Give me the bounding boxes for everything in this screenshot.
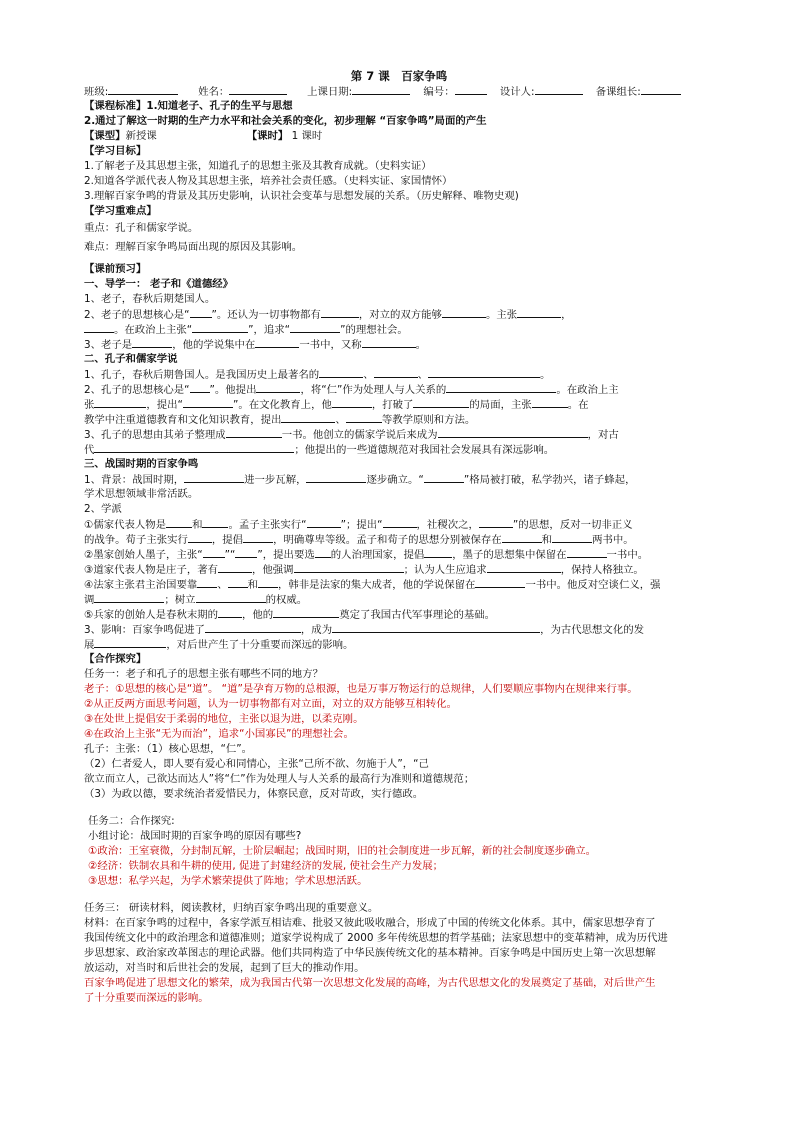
standard-line-1 (84, 99, 714, 114)
answer-blank (196, 592, 266, 603)
s3-line-9 (84, 592, 714, 607)
s3-line-2: 学术思想领域非常活跃。 (84, 488, 199, 500)
s3-text: 两书中。 (592, 534, 634, 546)
answer-blank (166, 517, 192, 528)
s2-line-4 (84, 412, 714, 427)
task1-laozi-1 (84, 682, 714, 697)
header-info (84, 84, 714, 99)
name-blank (229, 84, 287, 95)
standard-item-1: 1.知道老子、孔子的生平与思想 (146, 100, 293, 112)
s3-text: ，对后世产生了十分重要而深远的影响。 (166, 639, 354, 651)
task3-material-2: 我国传统文化中的政治理念和道德准则；道家学说构成了 2000 多年传统思想的哲学基础；法家思想中的变革精神，成为历代进 (84, 932, 668, 944)
code-label: 编号： (423, 86, 455, 98)
s3-text: ，社稷次之， (416, 519, 479, 531)
s3-text: ”格局被打破，私学勃兴，诸子蜂起， (463, 474, 636, 486)
goal-2: 2.知道各学派代表人物及其思想主张，培养社会责任感。（史料实证、家国情怀） (84, 175, 453, 187)
answer-blank (94, 592, 164, 603)
page-title: 第 7 课 百家争鸣 (350, 69, 448, 83)
answer-blank (319, 367, 363, 378)
s3-line-10 (84, 607, 714, 622)
answer-blank (442, 307, 486, 318)
answer-blank (315, 547, 331, 558)
s3-text: ，提倡 (211, 534, 244, 546)
s3-text: ①儒家代表人物是 (84, 519, 167, 531)
designer-label: 设计人: (499, 86, 535, 98)
answer-blank (428, 367, 540, 378)
answer-blank (346, 412, 382, 423)
s3-text: 逐步确立。“ (366, 474, 424, 486)
date-blank (352, 84, 410, 95)
s1-text: ，对立的双方能够 (358, 309, 442, 321)
task1-kongzi-2: （2）仁者爱人，即人要有爱心和同情心，主张“己所不欲、勿施于人”，“己 (84, 758, 429, 770)
s1-text: ”。还认为一切事物都有 (211, 309, 321, 321)
task1-kongzi-4: （3）为政以德，要求统治者爱惜民力，体察民意，反对苛政，实行德政。 (84, 788, 424, 800)
answer-blank (281, 412, 335, 423)
s1-line-3 (84, 322, 714, 337)
s3-text: ，他强调 (252, 564, 294, 576)
s1-line-2: 2、老子的思想核心是“ ”。还认为一切事物都有 ，对立的双方能够 。主张 ， (84, 309, 572, 321)
s3-line-3: 2、学派 (84, 503, 122, 515)
s2-text: 等教学原则和方法。 (381, 414, 476, 426)
answer-blank (94, 397, 146, 408)
s3-text: ⑤兵家的创始人是春秋末期的 (84, 609, 219, 621)
class-blank (108, 84, 178, 95)
answer-blank (532, 397, 568, 408)
s3-text: 。孟子主张实行“ (228, 519, 307, 531)
goals-heading: 【学习目标】 (84, 145, 147, 157)
course-hours-value: 1 课时 (291, 130, 323, 142)
task2-sub: 小组讨论：战国时期的百家争鸣的原因有哪些? (88, 830, 302, 842)
s3-text: 一书中。他反对空谈仁义，强 (525, 579, 661, 591)
s3-text: ，明确尊卑等级。孟子和荀子的思想分别被保存在 (273, 534, 502, 546)
task3-answer-2: 了十分重要而深远的影响。 (84, 992, 209, 1004)
answer-blank (307, 517, 341, 528)
s2-text: ，提出“ (146, 399, 183, 411)
task1-laozi-3: ③在处世上提倡安于柔弱的地位，主张以退为进，以柔克刚。 (84, 713, 364, 725)
task2-answer-2: ②经济：铁制农具和牛耕的使用, 促进了封建经济的发展, 使社会生产力发展； (88, 860, 444, 872)
answer-blank (190, 307, 212, 318)
leader-label: 备课组长: (595, 86, 641, 98)
answer-blank (290, 322, 340, 333)
s2-text: 的局面，主张 (469, 399, 532, 411)
s3-text: ，他的 (242, 609, 274, 621)
answer-blank (132, 337, 172, 348)
s3-text: 的人治理国家，提倡 (330, 549, 425, 561)
preview-section-2-heading: 二、孔子和儒家学说 (84, 353, 178, 365)
answer-blank (184, 472, 244, 483)
course-hours-label: 【课时】 (246, 130, 289, 142)
difficult-point: 难点：理解百家争鸣局面出现的原因及其影响。 (84, 241, 303, 253)
answer-blank (321, 307, 359, 318)
task2-question: 任务二：合作探究: (88, 815, 175, 827)
s3-text: ，墨子的思想集中保留在 (452, 549, 567, 561)
date-label: 上课日期: (307, 86, 353, 98)
s3-text: 的战争。荀子主张实行 (84, 534, 188, 546)
s3-text: ，韩非是法家的集大成者，他的学说保留在 (278, 579, 476, 591)
answer-blank (190, 382, 210, 393)
s1-text: ”，追求“ (248, 324, 291, 336)
s1-text: ”的理想社会。 (340, 324, 408, 336)
keypoints-heading: 【学习重难点】 (84, 205, 157, 217)
s3-line-5 (84, 532, 714, 547)
answer-blank (94, 637, 166, 648)
s3-text: 进一步瓦解， (244, 474, 307, 486)
s3-text: ；认为人生应追求 (403, 564, 487, 576)
answer-blank (424, 472, 464, 483)
s3-line-1 (84, 472, 714, 487)
s2-text: ，对古 (587, 429, 619, 441)
s3-text: ”，提出要选 (257, 549, 315, 561)
answer-blank (383, 517, 417, 528)
s2-text: 教学中注重道德教育和文化知识教育，提出 (84, 414, 282, 426)
answer-blank (243, 532, 273, 543)
s1-text: 。主张 (485, 309, 518, 321)
s3-line-7 (84, 562, 714, 577)
answer-blank (258, 577, 278, 588)
answer-blank (228, 577, 248, 588)
answer-blank (487, 562, 561, 573)
answer-blank (424, 547, 452, 558)
leader-blank (641, 84, 681, 95)
task2-answer-1: ①政治：王室衰微，分封制瓦解，士阶层崛起；战国时期，旧的社会制度进一步瓦解，新的社会制度逐步确立。 (88, 845, 597, 857)
s2-text: ”。在文化教育上，他 (232, 399, 332, 411)
s3-text: ，成为 (300, 624, 333, 636)
s2-line-6 (84, 442, 714, 457)
answer-blank (413, 397, 469, 408)
task1-laozi-2: ②从正反两方面思考问题，认为一切事物都有对立面，对立的双方能够互相转化。 (84, 698, 457, 710)
s3-text: 和 (541, 534, 553, 546)
answer-blank (183, 397, 233, 408)
s3-text: 一书中。 (606, 549, 649, 561)
answer-blank (94, 442, 294, 453)
s2-text: 张 (84, 399, 95, 411)
s2-line-5 (84, 427, 714, 442)
task3-material-3: 步思想家、政治家改革图志的理论武器。他们共同构造了中华民族传统文化的基本精神。百家争鸣是中国历史上第一次思想解 (84, 947, 656, 959)
s1-text: 2、老子的思想核心是“ (84, 309, 190, 321)
s3-line-4 (84, 517, 714, 532)
task1-kongzi-3: 欲立而立人，己欲达而达人”将“仁”作为处理人与人关系的最高行为准则和道德规范； (84, 773, 475, 785)
s2-text: 。在政治上主 (556, 384, 619, 396)
answer-blank (552, 532, 592, 543)
s3-text: 和 (192, 519, 203, 531)
s2-line-2 (84, 382, 714, 397)
s3-text: ②墨家创始人墨子，主张“ (84, 549, 203, 561)
s3-text: ③道家代表人物是庄子，著有 (84, 564, 219, 576)
s1-line-1: 1、老子，春秋后期楚国人。 (84, 293, 216, 305)
answer-blank (197, 577, 217, 588)
answer-blank (438, 427, 588, 438)
course-info (84, 129, 714, 144)
s3-text: ④法家主张君主治国要靠 (84, 579, 198, 591)
s3-text: 和 (247, 579, 259, 591)
task3-question: 任务三： 研读材料，阅读教材，归纳百家争鸣出现的重要意义。 (84, 902, 379, 914)
answer-blank (306, 472, 366, 483)
answer-blank (502, 532, 542, 543)
answer-blank (235, 547, 257, 558)
s2-line-3 (84, 397, 714, 412)
laozi-label: 老子： (84, 683, 116, 695)
goal-1: 1.了解老子及其思想主张，知道孔子的思想主张及其教育成就。（史料实证） (84, 160, 432, 172)
answer-blank (332, 397, 372, 408)
task3-answer-1: 百家争鸣促进了思想文化的繁荣，成为我国古代第一次思想文化发展的高峰，为古代思想文化的发展奠定了基础，对后世产生 (84, 977, 656, 989)
code-blank (455, 84, 487, 95)
answer-blank (517, 307, 561, 318)
s3-text: ”；提出“ (340, 519, 383, 531)
preview-heading: 【课前预习】 (84, 263, 147, 275)
answer-blank (188, 532, 212, 543)
course-type-value: 新授课 (125, 130, 157, 142)
answer-blank (294, 562, 404, 573)
answer-blank (446, 382, 556, 393)
s2-text: 代 (84, 444, 95, 456)
answer-blank (475, 577, 525, 588)
preview-section-3-heading: 三、战国时期的百家争鸣 (84, 458, 199, 470)
s1-text: 。在政治上主张“ (114, 324, 193, 336)
s2-text: 。在 (567, 399, 589, 411)
laozi-point-1: ①思想的核心是“道”。 “道”是孕育万物的总根源，也是万事万物运行的总规律，人们要顺应事物内在规律来行事。 (115, 683, 638, 695)
preview-section-1-heading: 一、导学一： 老子和《道德经》 (84, 278, 234, 290)
answer-blank (273, 607, 339, 618)
answer-blank (203, 547, 225, 558)
explore-heading: 【合作探究】 (84, 653, 147, 665)
s3-line-11 (84, 622, 714, 637)
s3-text: 奠定了我国古代军事理论的基础。 (339, 609, 496, 621)
task3-material-4: 放运动，对当时和后世社会的发展，起到了巨大的推动作用。 (84, 962, 365, 974)
s3-text: ，保持人格独立。 (560, 564, 644, 576)
s1-text: ，他的学说集中在 (172, 339, 256, 351)
standard-heading: 【课程标准】 (84, 100, 147, 112)
task1-kongzi-1: 孔子：主张：（1）核心思想，“仁”。 (84, 743, 253, 755)
s2-text: 3、孔子的思想由其弟子整理成 (84, 429, 226, 441)
name-label: 姓名： (198, 86, 230, 98)
s3-line-12 (84, 637, 714, 652)
s2-text: 1、孔子，春秋后期鲁国人。是我国历史上最著名的 (84, 369, 320, 381)
course-type-label: 【课型】 (84, 130, 126, 142)
task1-question: 任务一：老子和孔子的思想主张有哪些不同的地方？ (84, 668, 323, 680)
task3-material-1: 材料：在百家争鸣的过程中，各家学派互相诘难、批驳又彼此吸收融合，形成了中国的传统文化体系。其中，儒家思想孕育了 (84, 917, 656, 929)
task1-laozi-4: ④在政治上主张“无为而治”，追求“小国寡民”的理想社会。 (84, 728, 354, 740)
answer-blank (362, 337, 416, 348)
s3-line-8 (84, 577, 714, 592)
s2-text: 一书。他创立的儒家学说后来成为 (281, 429, 438, 441)
answer-blank (202, 517, 228, 528)
answer-blank (374, 367, 418, 378)
task2-answer-3: ③思想：私学兴起，为学术繁荣提供了阵地；学术思想活跃。 (88, 875, 368, 887)
s3-text: ”“ (224, 549, 236, 561)
s3-text: 3、影响：百家争鸣促进了 (84, 624, 205, 636)
s2-text: 、 (335, 414, 346, 426)
s2-text: ，将“仁”作为处理人与人关系的 (300, 384, 447, 396)
s1-text: 3、老子是 (84, 339, 133, 351)
worksheet-page (84, 68, 714, 1006)
s2-text: ，打破了 (371, 399, 414, 411)
answer-blank (255, 337, 299, 348)
s1-text: 一书中，又称 (299, 339, 362, 351)
standard-item-2: 2.通过了解这一时期的生产力水平和社会关系的变化，初步理解 “百家争鸣”局面的产生 (84, 115, 487, 127)
s2-text: 2、孔子的思想核心是“ (84, 384, 190, 396)
answer-blank (218, 562, 252, 573)
answer-blank (192, 322, 248, 333)
answer-blank (567, 547, 607, 558)
s2-text: ；他提出的一些道德规范对我国社会发展具有深远影响。 (294, 444, 555, 456)
answer-blank (332, 622, 540, 633)
s3-text: 调 (84, 594, 95, 606)
s3-text: ；树立 (164, 594, 196, 606)
s3-line-6 (84, 547, 714, 562)
s1-line-4: 3、老子是 ，他的学说集中在 一书中，又称 。 (84, 339, 427, 351)
answer-blank (479, 517, 513, 528)
class-label: 班级: (84, 86, 109, 98)
s2-text: ”。他提出 (209, 384, 257, 396)
designer-blank (535, 84, 583, 95)
s3-text: ，为古代思想文化的发 (540, 624, 644, 636)
goal-3: 3.理解百家争鸣的背景及其历史影响，认识社会变革与思想发展的关系。（历史解释、唯物史观) (84, 190, 519, 202)
s2-line-1: 1、孔子，春秋后期鲁国人。是我国历史上最著名的 、 、 。 (84, 369, 551, 381)
answer-blank (218, 607, 242, 618)
s3-text: 1、背景：战国时期， (84, 474, 185, 486)
answer-blank (226, 427, 282, 438)
s3-text: ”的思想，反对一切非正义 (512, 519, 633, 531)
answer-blank (256, 382, 300, 393)
s3-text: 的权威。 (265, 594, 308, 606)
s3-text: 、 (217, 579, 228, 591)
key-point: 重点：孔子和儒家学说。 (84, 222, 199, 234)
answer-blank (84, 322, 114, 333)
s3-text: 展 (84, 639, 95, 651)
answer-blank (205, 622, 301, 633)
